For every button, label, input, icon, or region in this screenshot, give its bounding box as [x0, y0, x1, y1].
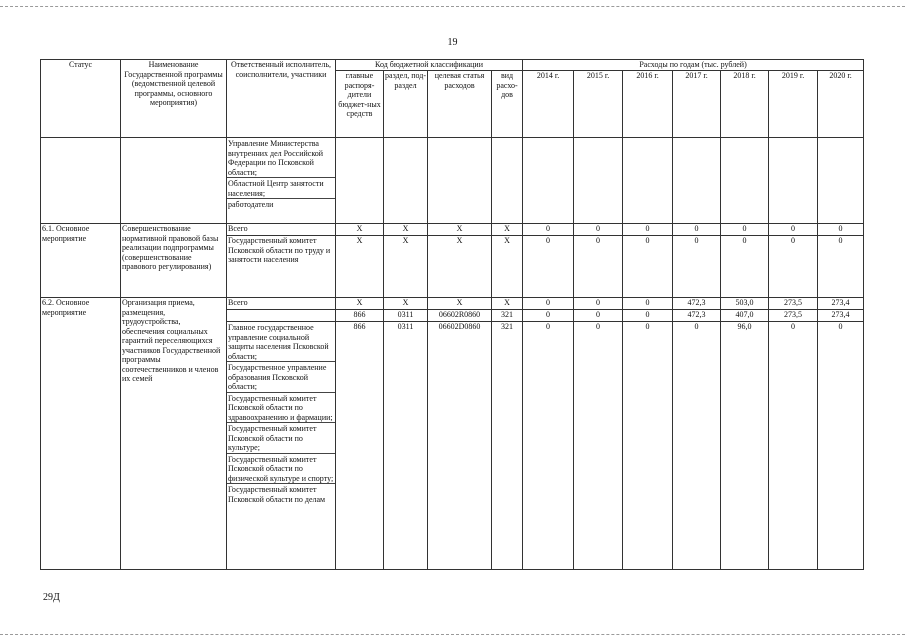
responsible-cell [227, 310, 336, 322]
header-budget-code: Код бюджетной классификации [336, 60, 523, 71]
page-top-edge [0, 6, 905, 7]
year-value: 0 [818, 236, 864, 298]
responsible-cell: Всего [227, 298, 336, 310]
responsible-item: работодатели [227, 198, 335, 210]
year-value: 0 [623, 298, 673, 310]
year-value: 0 [623, 310, 673, 322]
header-status: Статус [41, 60, 121, 138]
rzpr-cell: 0311 [384, 310, 428, 322]
budget-table [40, 59, 864, 570]
year-value: 407,0 [721, 310, 769, 322]
responsible-cell: Государственный комитет Псковской области по труду и занятости населения [227, 236, 336, 298]
header-responsible: Ответственный исполнитель, соисполнители, участники [227, 60, 336, 138]
year-value: 0 [623, 322, 673, 570]
year-value: 472,3 [673, 310, 721, 322]
rzpr-cell: X [384, 224, 428, 236]
grbs-cell: X [336, 224, 384, 236]
responsible-item: Государственный комитет Псковской области по физической культуре и спорту; [228, 454, 334, 483]
responsible-list [227, 138, 336, 224]
responsible-item: Главное государственное управление социальной защиты населения Псковской области; [228, 323, 329, 361]
year-value: 0 [574, 322, 623, 570]
year-value: 273,5 [769, 310, 818, 322]
page-number: 19 [447, 37, 458, 48]
csr-cell: X [428, 298, 492, 310]
year-value: 0 [673, 224, 721, 236]
status-cell: 6.1. Основное мероприятие [41, 224, 121, 298]
footer-code: 29Д [43, 592, 60, 603]
header-year: 2016 г. [623, 71, 673, 138]
measure-name: Совершенствование нормативной правовой базы реализации подпрограммы (совершенствование правового регулирования) [121, 224, 227, 298]
year-value: 0 [523, 322, 574, 570]
csr-cell: X [428, 224, 492, 236]
page-bottom-edge [0, 634, 905, 635]
grbs-cell: X [336, 298, 384, 310]
grbs-cell: X [336, 236, 384, 298]
year-value: 0 [721, 224, 769, 236]
responsible-item: Государственный комитет Псковской области по делам [227, 483, 335, 504]
year-value: 0 [623, 236, 673, 298]
year-value: 0 [721, 236, 769, 298]
year-value: 0 [574, 310, 623, 322]
year-value: 0 [574, 298, 623, 310]
header-year: 2017 г. [673, 71, 721, 138]
header-name: Наименование Государственной программы (ведомственной целевой программы, основного мероприятия) [121, 60, 227, 138]
year-value: 0 [574, 224, 623, 236]
responsible-item: Областной Центр занятости населения; [227, 177, 335, 198]
responsible-item: Государственный комитет Псковской области по здравоохранению и фармации; [227, 392, 335, 423]
year-value: 0 [523, 236, 574, 298]
year-value: 0 [523, 298, 574, 310]
csr-cell: X [428, 236, 492, 298]
year-value: 0 [523, 310, 574, 322]
year-value: 0 [673, 322, 721, 570]
header-year: 2014 г. [523, 71, 574, 138]
grbs-cell: 866 [336, 322, 384, 570]
measure-name: Организация приема, размещения, трудоустройства, обеспечения социальных гарантий переселяющихся участников Государственной программы соотечественников и членов их семей [121, 298, 227, 570]
header-year: 2018 г. [721, 71, 769, 138]
vr-cell: 321 [492, 310, 523, 322]
rzpr-cell: X [384, 298, 428, 310]
vr-cell: 321 [492, 322, 523, 570]
year-value: 472,3 [673, 298, 721, 310]
vr-cell: X [492, 224, 523, 236]
vr-cell: X [492, 236, 523, 298]
responsible-cell: Всего [227, 224, 336, 236]
status-cell: 6.2. Основное мероприятие [41, 298, 121, 570]
responsible-item: Управление Министерства внутренних дел Российской Федерации по Псковской области; [228, 139, 324, 177]
table-row [41, 138, 864, 224]
header-csr: целевая статья расходов [428, 71, 492, 138]
header-rzpr: раздел, под-раздел [384, 71, 428, 138]
year-value: 0 [673, 236, 721, 298]
year-value: 96,0 [721, 322, 769, 570]
header-expenses: Расходы по годам (тыс. рублей) [523, 60, 864, 71]
header-vr: вид расхо-дов [492, 71, 523, 138]
year-value: 503,0 [721, 298, 769, 310]
responsible-item: Государственный комитет Псковской области по культуре; [227, 422, 335, 453]
year-value: 273,4 [818, 310, 864, 322]
responsible-item: Государственное управление образования Псковской области; [227, 361, 335, 392]
year-value: 0 [769, 224, 818, 236]
table-row [41, 224, 864, 236]
rzpr-cell: 0311 [384, 322, 428, 570]
header-grbs: главные распоря-дители бюджет-ных средств [336, 71, 384, 138]
vr-cell: X [492, 298, 523, 310]
year-value: 0 [818, 224, 864, 236]
rzpr-cell: X [384, 236, 428, 298]
header-year: 2019 г. [769, 71, 818, 138]
csr-cell: 06602R0860 [428, 310, 492, 322]
year-value: 0 [769, 236, 818, 298]
csr-cell: 06602D0860 [428, 322, 492, 570]
year-value: 0 [769, 322, 818, 570]
year-value: 273,5 [769, 298, 818, 310]
table-row [41, 298, 864, 310]
header-year: 2015 г. [574, 71, 623, 138]
year-value: 0 [623, 224, 673, 236]
year-value: 0 [574, 236, 623, 298]
header-year: 2020 г. [818, 71, 864, 138]
grbs-cell: 866 [336, 310, 384, 322]
year-value: 0 [523, 224, 574, 236]
year-value: 273,4 [818, 298, 864, 310]
year-value: 0 [818, 322, 864, 570]
responsible-list [227, 322, 336, 570]
